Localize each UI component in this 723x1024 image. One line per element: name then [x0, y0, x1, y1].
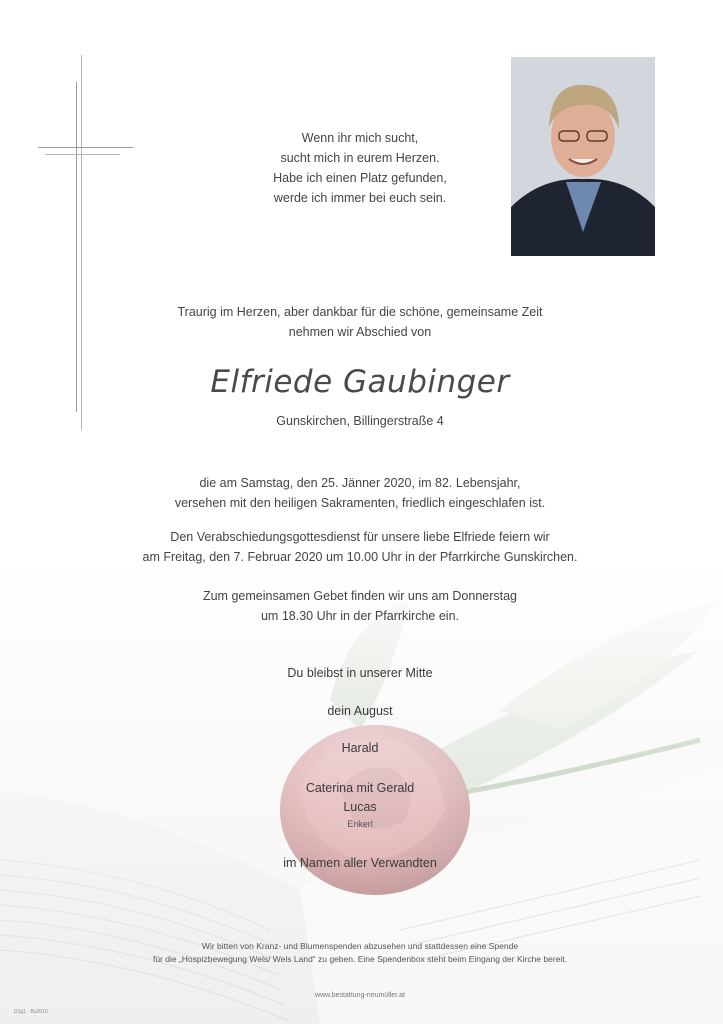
mourner-husband: dein August [327, 704, 393, 718]
service-line: Den Verabschiedungsgottesdienst für unsere liebe Elfriede feiern wir [170, 530, 550, 544]
prayer-line: um 18.30 Uhr in der Pfarrkirche ein. [260, 609, 459, 623]
deceased-address: Gunskirchen, Billingerstraße 4 [276, 414, 444, 428]
death-notice [60, 473, 660, 513]
service-line: am Freitag, den 7. Februar 2020 um 10.00 Uhr in der Pfarrkirche Gunskirchen. [142, 550, 578, 564]
donation-note-line: Wir bitten von Kranz- und Blumenspenden abzusehen und stattdessen eine Spende [201, 941, 519, 951]
print-code: D1g1 · Bu2010 [14, 1009, 48, 1015]
intro-line: nehmen wir Abschied von [288, 325, 432, 339]
funeral-home-website: www.bestattung-neumüller.at [315, 992, 405, 999]
portrait-photo [511, 57, 655, 256]
deceased-name: Elfriede Gaubinger [210, 364, 510, 400]
donation-note [60, 940, 660, 966]
service-info [60, 527, 660, 567]
death-notice-line: versehen mit den heiligen Sakramenten, friedlich eingeschlafen ist. [174, 496, 546, 510]
poem [200, 128, 520, 208]
poem-line: Wenn ihr mich sucht, [301, 131, 419, 145]
grandchild-role: Enkerl [347, 819, 373, 829]
mourner-son: Harald [341, 741, 379, 755]
mourner-grandchild: Lucas [343, 800, 377, 814]
prayer-info [60, 586, 660, 626]
intro-text [110, 302, 610, 342]
poem-line: werde ich immer bei euch sein. [273, 191, 447, 205]
closing-line: Du bleibst in unserer Mitte [287, 666, 433, 680]
poem-line: Habe ich einen Platz gefunden, [273, 171, 447, 185]
mourner-relatives: im Namen aller Verwandten [283, 856, 437, 870]
prayer-line: Zum gemeinsamen Gebet finden wir uns am Donnerstag [202, 589, 518, 603]
death-notice-line: die am Samstag, den 25. Jänner 2020, im 82. Lebensjahr, [199, 476, 521, 490]
mourner-daughter: Caterina mit Gerald [305, 781, 415, 795]
intro-line: Traurig im Herzen, aber dankbar für die schöne, gemeinsame Zeit [177, 305, 543, 319]
donation-note-line: für die „Hospizbewegung Wels/ Wels Land“ zu geben. Eine Spendenbox steht beim Eingang der Kirche bereit. [152, 954, 568, 964]
poem-line: sucht mich in eurem Herzen. [280, 151, 440, 165]
